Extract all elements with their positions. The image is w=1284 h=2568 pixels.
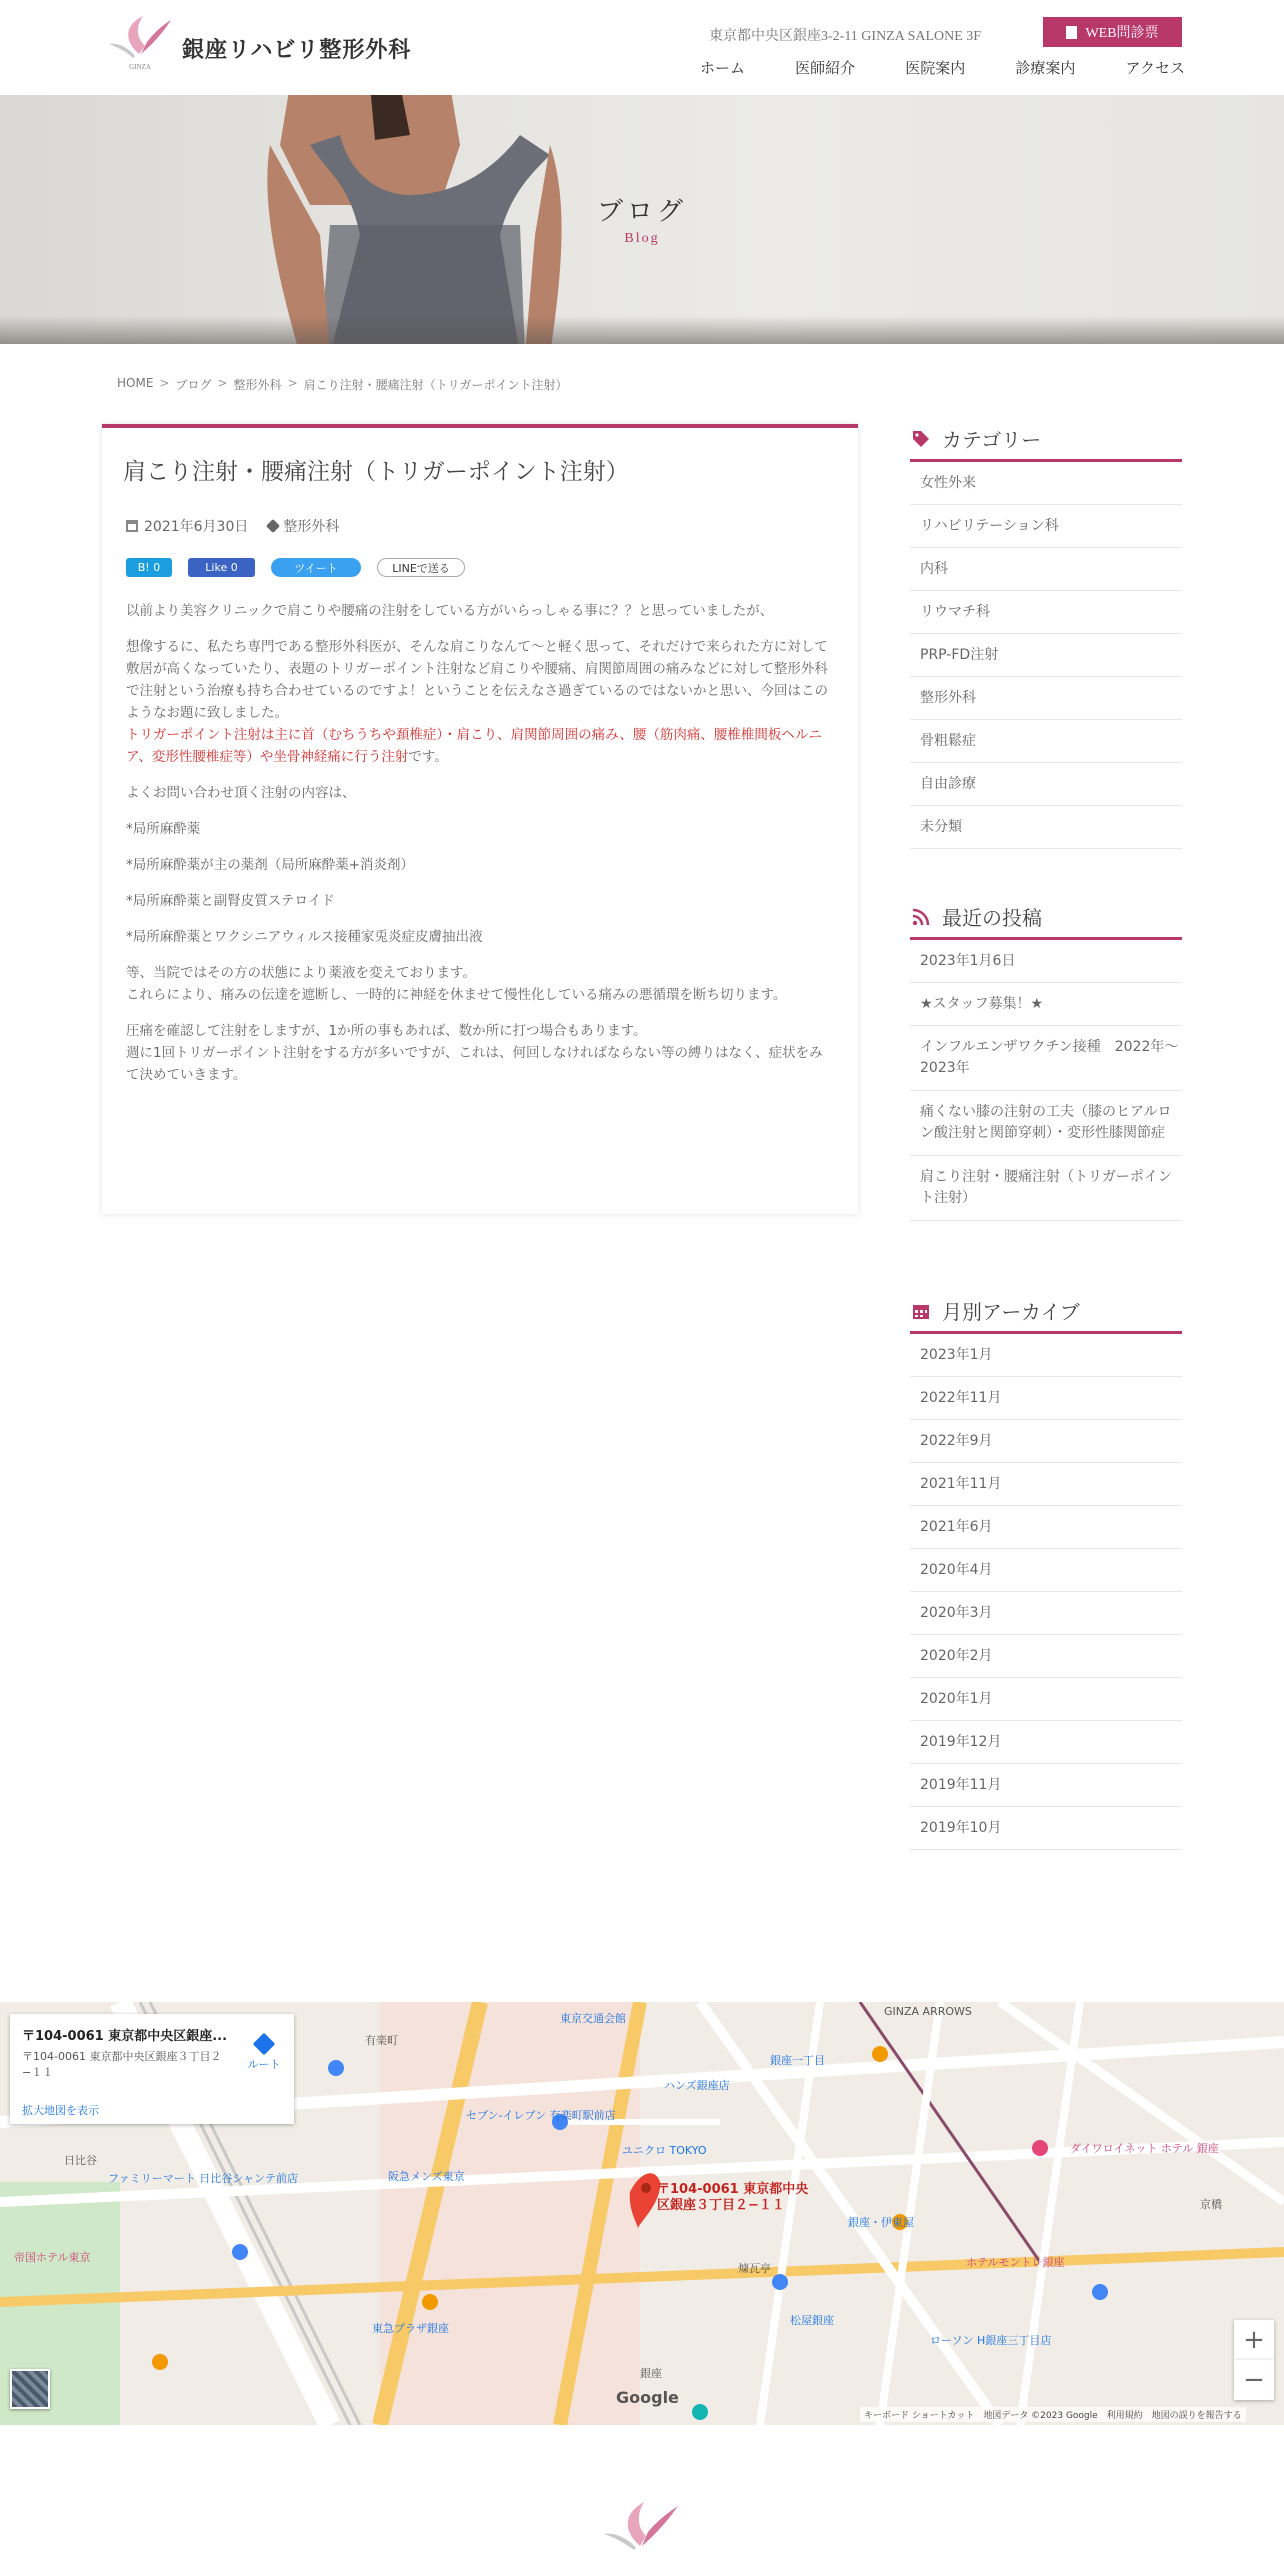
archive-item[interactable]: 2019年12月 bbox=[910, 1721, 1182, 1764]
calendar-icon bbox=[912, 1302, 930, 1320]
nav-treatment[interactable]: 診療案内 bbox=[1015, 59, 1076, 77]
map-info-card bbox=[10, 2014, 294, 2124]
clinic-logo[interactable] bbox=[105, 12, 175, 78]
footer-logo[interactable] bbox=[602, 2498, 682, 2568]
web-questionnaire-label: WEB問診票 bbox=[1085, 26, 1159, 41]
map-label: 阪急メンズ東京 bbox=[388, 2170, 465, 2183]
map-label: 銀座・伊東屋 bbox=[848, 2216, 914, 2229]
sidebar-category-item[interactable]: 未分類 bbox=[910, 806, 1182, 849]
sidebar-category-item[interactable]: 骨粗鬆症 bbox=[910, 720, 1182, 763]
map-label: 東急プラザ銀座 bbox=[372, 2322, 449, 2335]
breadcrumb-separator: > bbox=[287, 376, 298, 390]
map-label: 銀座一丁目 bbox=[770, 2054, 825, 2067]
map-label: ローソン H銀座三丁目店 bbox=[930, 2334, 1052, 2347]
archive-item[interactable]: 2022年11月 bbox=[910, 1377, 1182, 1420]
zoom-in-button[interactable]: + bbox=[1234, 2320, 1274, 2360]
article-category-wrap[interactable] bbox=[268, 516, 339, 536]
map-pin-label-line: 区銀座３丁目２−１１ bbox=[657, 2198, 785, 2213]
recent-post-item[interactable]: 痛くない膝の注射の工夫（膝のヒアルロン酸注射と関節穿刺）・変形性膝関節症 bbox=[910, 1091, 1182, 1156]
map-card-title: 〒104-0061 東京都中央区銀座... bbox=[22, 2029, 228, 2044]
map-enlarge-link[interactable]: 拡大地図を表示 bbox=[22, 2104, 99, 2117]
map-label: 帝国ホテル東京 bbox=[14, 2251, 91, 2264]
map-card-address: 〒104-0061 東京都中央区銀座３丁目２−１１ bbox=[22, 2050, 222, 2079]
tag-icon bbox=[266, 519, 280, 533]
article-date: 2021年6月30日 bbox=[144, 519, 249, 535]
article-title: 肩こり注射・腰痛注射（トリガーポイント注射） bbox=[123, 459, 629, 485]
article-paragraph: よくお問い合わせ頂く注射の内容は、 bbox=[126, 785, 356, 801]
archive-item[interactable]: 2019年11月 bbox=[910, 1764, 1182, 1807]
recent-post-item[interactable]: ★スタッフ募集！★ bbox=[910, 983, 1182, 1026]
archive-item[interactable]: 2019年10月 bbox=[910, 1807, 1182, 1850]
sidebar-category-item[interactable]: 内科 bbox=[910, 548, 1182, 591]
map-label: セブン-イレブン 有楽町駅前店 bbox=[466, 2109, 616, 2122]
map-label: ホテルモントレ銀座 bbox=[966, 2256, 1065, 2269]
nav-clinic[interactable]: 医院案内 bbox=[905, 59, 966, 77]
archive-title: 月別アーカイブ bbox=[942, 1300, 1080, 1324]
web-questionnaire-button[interactable] bbox=[1043, 17, 1182, 47]
article-paragraph: 以前より美容クリニックで肩こりや腰痛の注射をしている方がいらっしゃる事に？？と思っていましたが、 bbox=[126, 603, 774, 619]
highlight-text: トリガーポイント注射は主に首（むちうちや頚椎症）・肩こり、肩関節周囲の痛み、腰（筋肉痛、腰椎椎間板ヘルニア、変形性腰椎症等）や坐骨神経痛に行う注射 bbox=[126, 727, 822, 765]
blog-article bbox=[102, 424, 858, 1214]
map-label: ユニクロ TOKYO bbox=[622, 2144, 707, 2157]
map-label: 京橋 bbox=[1200, 2198, 1222, 2211]
article-paragraph bbox=[126, 636, 836, 768]
article-paragraph: *局所麻酔薬と副腎皮質ステロイド bbox=[126, 893, 335, 909]
recent-post-item[interactable]: 2023年1月6日 bbox=[910, 940, 1182, 983]
archive-heading bbox=[910, 1290, 1182, 1334]
archive-item[interactable]: 2020年2月 bbox=[910, 1635, 1182, 1678]
archive-item[interactable]: 2020年1月 bbox=[910, 1678, 1182, 1721]
categories-title: カテゴリー bbox=[942, 428, 1042, 452]
article-paragraph: 圧痛を確認して注射をしますが、1か所の事もあれば、数か所に打つ場合もあります。 bbox=[126, 1023, 647, 1039]
google-map[interactable] bbox=[0, 2002, 1284, 2425]
hero-banner bbox=[0, 95, 1284, 344]
article-paragraph: *局所麻酔薬とワクシニアウィルス接種家兎炎症皮膚抽出液 bbox=[126, 929, 483, 945]
breadcrumb-current: 肩こり注射・腰痛注射（トリガーポイント注射） bbox=[303, 378, 568, 392]
recent-post-item[interactable]: 肩こり注射・腰痛注射（トリガーポイント注射） bbox=[910, 1156, 1182, 1221]
map-label: 松屋銀座 bbox=[790, 2314, 834, 2327]
article-date-wrap bbox=[126, 516, 248, 536]
archive-item[interactable]: 2021年6月 bbox=[910, 1506, 1182, 1549]
share-buttons bbox=[126, 558, 465, 577]
map-label: ハンズ銀座店 bbox=[664, 2079, 730, 2092]
directions-icon bbox=[253, 2033, 276, 2056]
zoom-out-button[interactable]: − bbox=[1234, 2360, 1274, 2400]
recent-post-item[interactable]: インフルエンザワクチン接種 2022年〜2023年 bbox=[910, 1026, 1182, 1091]
map-pin-label[interactable] bbox=[657, 2182, 808, 2214]
svg-text:GINZA: GINZA bbox=[129, 63, 151, 71]
sidebar-archive bbox=[910, 1290, 1182, 1850]
map-label: 有楽町 bbox=[365, 2034, 398, 2047]
map-label: ダイワロイネット ホテル 銀座 bbox=[1070, 2142, 1219, 2155]
map-label: 東京交通会館 bbox=[560, 2012, 626, 2025]
rss-icon bbox=[912, 908, 930, 926]
site-header bbox=[0, 0, 1284, 95]
line-share-button[interactable]: LINEで送る bbox=[377, 558, 465, 577]
nav-access[interactable]: アクセス bbox=[1125, 59, 1185, 77]
breadcrumb-category[interactable]: 整形外科 bbox=[233, 378, 282, 392]
recent-title: 最近の投稿 bbox=[942, 906, 1042, 930]
map-route-label: ルート bbox=[247, 2058, 281, 2071]
recent-heading bbox=[910, 896, 1182, 940]
breadcrumb bbox=[117, 376, 568, 393]
sidebar-category-item[interactable]: PRP-FD注射 bbox=[910, 634, 1182, 677]
breadcrumb-separator: > bbox=[217, 376, 228, 390]
clinic-address: 東京都中央区銀座3-2-11 GINZA SALONE 3F bbox=[709, 29, 982, 44]
main-nav bbox=[700, 57, 1185, 78]
categories-heading bbox=[910, 418, 1182, 462]
article-paragraph: これらにより、痛みの伝達を遮断し、一時的に神経を休ませて慢性化している痛みの悪循環を断ち切ります。 bbox=[126, 987, 787, 1003]
paragraph-text: 想像するに、私たち専門である整形外科医が、そんな肩こりなんて〜と軽く思って、それだけで来られた方に対して敷居が高くなっていたり、表題のトリガーポイント注射など肩こりや腰痛、肩関節周囲の痛みなどに対して整形外科で注射という治療も持ち合わせているのですよ！ということを伝えなさ過ぎているのではないかと思い、今回はこのようなお題に致しました。 bbox=[126, 639, 828, 721]
archive-item[interactable]: 2021年11月 bbox=[910, 1463, 1182, 1506]
tag-icon bbox=[912, 430, 930, 448]
nav-home[interactable]: ホーム bbox=[700, 59, 746, 77]
sidebar-category-item[interactable]: 整形外科 bbox=[910, 677, 1182, 720]
page-title: ブログ bbox=[596, 197, 687, 227]
breadcrumb-separator: > bbox=[159, 376, 170, 390]
nav-doctor[interactable]: 医師紹介 bbox=[795, 59, 856, 77]
article-category[interactable]: 整形外科 bbox=[283, 519, 340, 535]
breadcrumb-blog[interactable]: ブログ bbox=[175, 378, 212, 392]
sidebar-category-item[interactable]: リハビリテーション科 bbox=[910, 505, 1182, 548]
google-logo: Google bbox=[616, 2388, 679, 2407]
map-attribution[interactable]: キーボード ショートカット 地図データ ©2023 Google 利用規約 地図の誤りを報告する bbox=[860, 2407, 1246, 2422]
hatena-bookmark-button[interactable]: B! 0 bbox=[126, 558, 172, 577]
article-meta bbox=[126, 516, 339, 536]
archive-item[interactable]: 2023年1月 bbox=[910, 1334, 1182, 1377]
sidebar-category-item[interactable]: 自由診療 bbox=[910, 763, 1182, 806]
page-subtitle: Blog bbox=[624, 231, 660, 246]
map-label: 煉瓦亭 bbox=[738, 2262, 771, 2275]
sidebar-categories bbox=[910, 418, 1182, 849]
map-label: ファミリーマート 日比谷シャンテ前店 bbox=[108, 2172, 299, 2185]
calendar-icon bbox=[126, 520, 138, 532]
archive-item[interactable]: 2020年4月 bbox=[910, 1549, 1182, 1592]
article-paragraph: *局所麻酔薬 bbox=[126, 821, 201, 837]
sidebar-category-item[interactable]: 女性外来 bbox=[910, 462, 1182, 505]
document-icon bbox=[1066, 26, 1077, 39]
satellite-toggle[interactable] bbox=[10, 2369, 50, 2409]
article-body bbox=[126, 600, 836, 1100]
sidebar-recent-posts bbox=[910, 896, 1182, 1221]
article-paragraph: 等、当院ではその方の状態により薬液を変えております。 bbox=[126, 965, 476, 981]
hero-ground bbox=[0, 316, 1284, 344]
twitter-tweet-button[interactable]: ツイート bbox=[271, 558, 361, 577]
article-paragraph: 週に1回トリガーポイント注射をする方が多いですが、これは、何回しなければならない等の縛りはなく、症状をみて決めていきます。 bbox=[126, 1045, 823, 1083]
clinic-name[interactable]: 銀座リハビリ整形外科 bbox=[182, 37, 412, 63]
sidebar-category-item[interactable]: リウマチ科 bbox=[910, 591, 1182, 634]
map-pin-label-line: 〒104-0061 東京都中央 bbox=[657, 2182, 809, 2197]
map-route-button[interactable] bbox=[246, 2036, 282, 2072]
facebook-like-button[interactable]: Like 0 bbox=[188, 558, 255, 577]
map-label: GINZA ARROWS bbox=[884, 2005, 972, 2018]
breadcrumb-home[interactable]: HOME bbox=[117, 376, 154, 390]
map-label: 日比谷 bbox=[64, 2154, 97, 2167]
archive-item[interactable]: 2022年9月 bbox=[910, 1420, 1182, 1463]
archive-item[interactable]: 2020年3月 bbox=[910, 1592, 1182, 1635]
article-paragraph: *局所麻酔薬が主の薬剤（局所麻酔薬+消炎剤） bbox=[126, 857, 415, 873]
map-label: 銀座 bbox=[640, 2367, 662, 2380]
paragraph-text: です。 bbox=[408, 749, 448, 765]
